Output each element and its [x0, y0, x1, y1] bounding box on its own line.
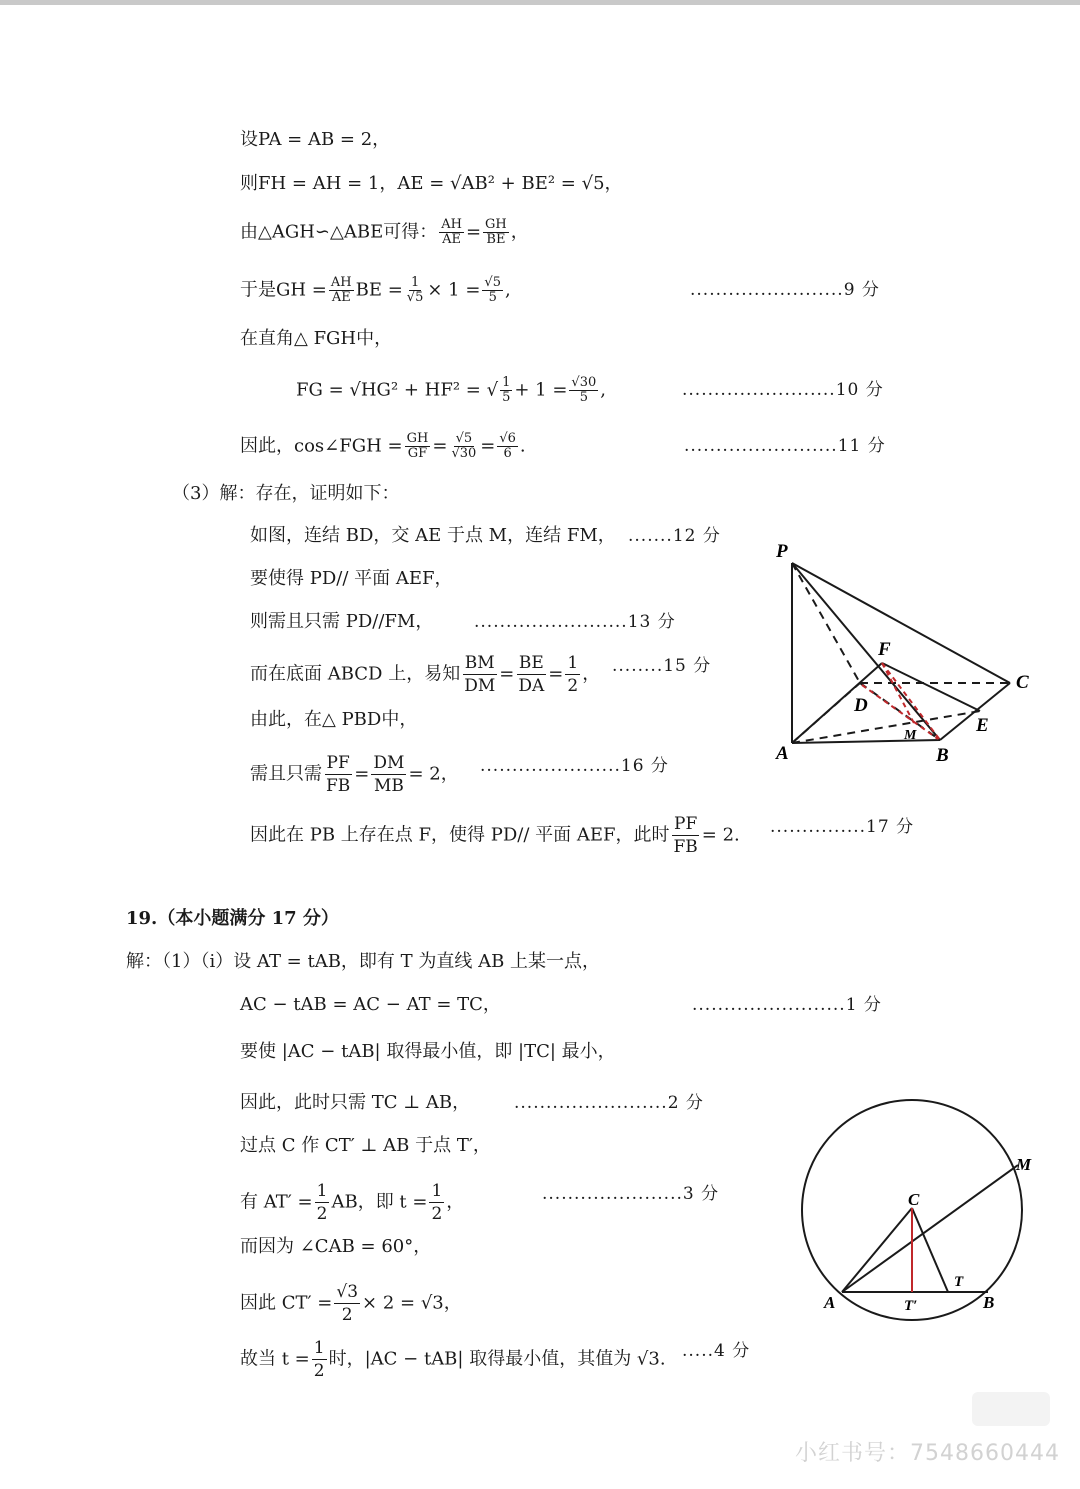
text-line: 因此 CT′ = $\frac{√3}{2}$ × 2 = √3，: [240, 1282, 462, 1325]
fraction: $\frac{√5}{5}$: [484, 275, 501, 305]
score-mark: ........................1 分: [692, 995, 882, 1015]
label-m: M: [904, 728, 917, 743]
text-line: 故当 t = $\frac{1}{2}$ 时，|AC − tAB| 取得最小值，其值为 √3.: [240, 1338, 666, 1381]
score-mark: ........15 分: [612, 656, 712, 676]
text-line: 而在底面 ABCD 上，易知 $\frac{BM}{DM}$ = $\frac{BE}{DA}$ = $\frac{1}{2}$ ，: [250, 653, 601, 696]
watermark-logo: [972, 1392, 1050, 1426]
fraction: $\frac{PF}{FB}$: [326, 753, 351, 796]
edge-ae: [792, 711, 980, 743]
text-line: 设PA = AB = 2，: [240, 129, 391, 150]
text-line: FG = √HG² + HF² = √ $\frac{1}{5}$ + 1 = $\frac{√30}{5}$ ,: [296, 375, 606, 405]
score-mark: ........................9 分: [690, 280, 880, 300]
fraction: $\frac{√30}{5}$: [571, 375, 597, 405]
edge-pc: [792, 563, 1010, 683]
red-edge-fm: [882, 663, 915, 725]
label-c: C: [1016, 672, 1029, 693]
text-line: 由△AGH∽△ABE可得： $\frac{AH}{AE}$ = $\frac{GH}{BE}$ ，: [240, 217, 529, 247]
text-line: 有 AT′ = $\frac{1}{2}$ AB，即 t = $\frac{1}{2}$ ，: [240, 1181, 465, 1224]
fraction: $\frac{1}{2}$: [567, 653, 579, 696]
fraction: $\frac{PF}{FB}$: [673, 814, 698, 857]
score-mark: .......12 分: [628, 526, 721, 546]
score-mark: ........................11 分: [684, 436, 886, 456]
fraction: $\frac{√6}{6}$: [499, 431, 516, 461]
label-b: B: [983, 1293, 995, 1312]
score-mark: ...............17 分: [770, 817, 915, 837]
text-line: 需且只需 $\frac{PF}{FB}$ = $\frac{DM}{MB}$ = 2，: [250, 753, 459, 796]
text-line: 因此，此时只需 TC ⊥ AB，: [240, 1092, 471, 1113]
fraction: $\frac{BE}{DA}$: [518, 653, 545, 696]
label-m: M: [1016, 1155, 1032, 1174]
text-line: AC − tAB = AC − AT = TC，: [240, 994, 501, 1015]
label-c: C: [908, 1190, 920, 1209]
fraction: $\frac{1}{5}$: [502, 375, 511, 405]
score-mark: ......................3 分: [542, 1184, 720, 1204]
label-e: E: [976, 715, 989, 736]
text-line: 要使 |AC − tAB| 取得最小值，即 |TC| 最小，: [240, 1041, 616, 1062]
text-line: 而因为 ∠CAB = 60°，: [240, 1236, 432, 1257]
score-mark: ........................13 分: [474, 612, 676, 632]
label-a: A: [776, 743, 789, 764]
fraction: $\frac{√5}{√30}$: [451, 431, 477, 461]
score-mark: .....4 分: [682, 1341, 751, 1361]
text-line: 因此，cos∠FGH = $\frac{GH}{GF}$ = $\frac{√5}{√30}$ = $\frac{√6}{6}$ .: [240, 431, 526, 461]
label-b: B: [936, 745, 949, 766]
score-mark: ........................10 分: [682, 380, 884, 400]
label-t-prime: T′: [904, 1298, 918, 1314]
text-line: 如图，连结 BD，交 AE 于点 M，连结 FM，: [250, 525, 616, 546]
fraction: $\frac{BM}{DM}$: [464, 653, 496, 696]
text-line: 要使得 PD// 平面 AEF，: [250, 568, 453, 589]
watermark: 小红书号：7548660444: [795, 1441, 1060, 1466]
text-line: 因此在 PB 上存在点 F，使得 PD// 平面 AEF，此时 $\frac{PF}{FB}$ = 2.: [250, 814, 740, 857]
fraction: $\frac{GH}{BE}$: [485, 217, 507, 247]
label-f: F: [878, 639, 891, 660]
fraction: $\frac{√3}{2}$: [336, 1282, 359, 1325]
fraction: $\frac{1}{2}$: [316, 1181, 328, 1224]
label-p: P: [776, 541, 788, 562]
fraction: $\frac{1}{2}$: [431, 1181, 443, 1224]
top-band: [0, 0, 1080, 5]
fraction: $\frac{AH}{AE}$: [441, 217, 462, 247]
segment-am: [842, 1165, 1018, 1292]
label-d: D: [854, 695, 868, 716]
fraction: $\frac{GH}{GF}$: [406, 431, 429, 461]
fraction: $\frac{1}{√5}$: [406, 275, 424, 305]
label-t: T: [954, 1274, 964, 1290]
question-title: 19.（本小题满分 17 分）: [126, 908, 339, 929]
section-heading: （3）解：存在，证明如下：: [172, 483, 400, 504]
score-mark: ........................2 分: [514, 1093, 704, 1113]
label-a: A: [824, 1293, 836, 1312]
text-line: 由此，在△ PBD中，: [250, 709, 418, 730]
circle-figure: [790, 1090, 1050, 1330]
score-mark: ......................16 分: [480, 756, 669, 776]
fraction: $\frac{1}{2}$: [313, 1338, 325, 1381]
pyramid-figure: [770, 535, 1040, 770]
text-line: 在直角△ FGH中，: [240, 328, 393, 349]
edge-ab: [792, 740, 940, 743]
text-line: 解：（1）（i）设 AT = tAB，即有 T 为直线 AB 上某一点，: [126, 951, 601, 972]
text-line: 则FH = AH = 1，AE = √AB² + BE² = √5，: [240, 173, 623, 194]
text-line: 过点 C 作 CT′ ⊥ AB 于点 T′，: [240, 1135, 491, 1156]
fraction: $\frac{AH}{AE}$: [330, 275, 352, 305]
fraction: $\frac{DM}{MB}$: [373, 753, 405, 796]
text-line: 于是GH = $\frac{AH}{AE}$ BE = $\frac{1}{√5}$ × 1 = $\frac{√5}{5}$ ,: [240, 275, 511, 305]
text-line: 则需且只需 PD//FM，: [250, 611, 434, 632]
